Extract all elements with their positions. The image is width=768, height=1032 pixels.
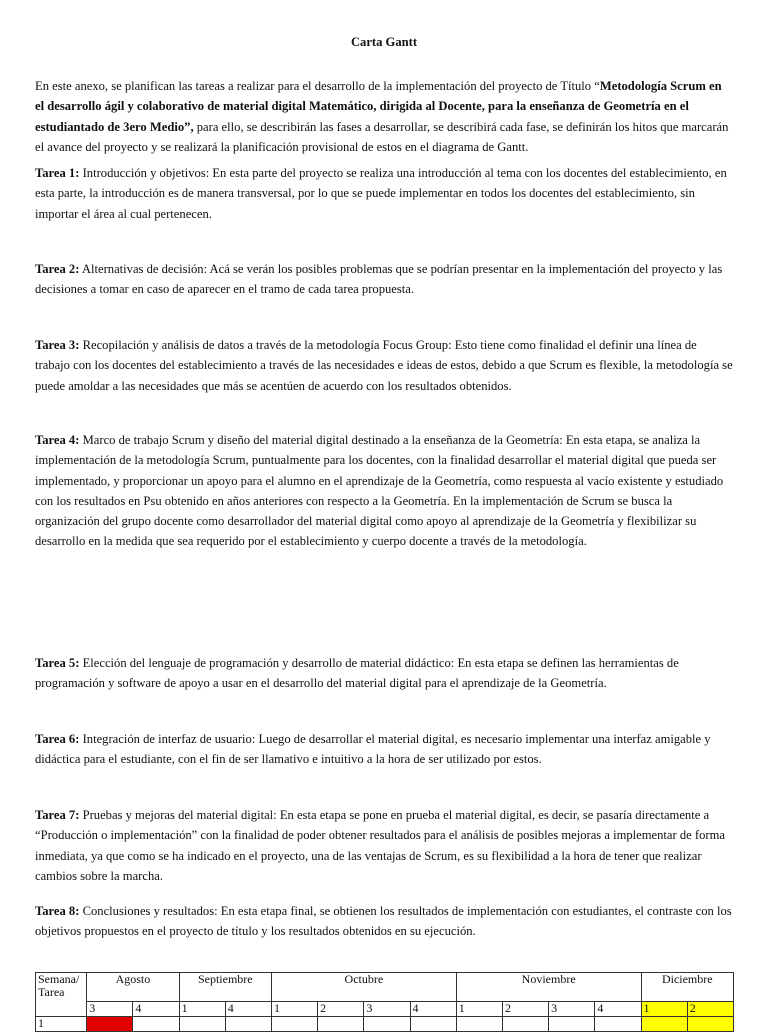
month-header: Septiembre (179, 973, 271, 1002)
task-label: Tarea 5: (35, 656, 80, 670)
gantt-week-row (36, 1002, 734, 1017)
task-label: Tarea 3: (35, 338, 80, 352)
week-cell: 4 (410, 1002, 456, 1017)
gantt-cell (502, 1017, 548, 1032)
task-label: Tarea 4: (35, 433, 80, 447)
gantt-cell (410, 1017, 456, 1032)
week-cell: 3 (87, 1002, 133, 1017)
intro-paragraph (35, 76, 733, 157)
gantt-table (35, 972, 734, 1032)
month-header: Noviembre (456, 973, 641, 1002)
task-label: Tarea 6: (35, 732, 80, 746)
gantt-cell (364, 1017, 410, 1032)
page-title: Carta Gantt (350, 35, 418, 49)
month-header: Octubre (271, 973, 456, 1002)
intro-text-before: En este anexo, se planifican las tareas a realizar para el desarrollo de la implementación del proyecto de Título “ (35, 79, 600, 93)
task-description: Alternativas de decisión: Acá se verán los posibles problemas que se podrían presentar en la implementación del proyecto y las decisiones a tomar en caso de aparecer en el tramo de cada tarea propuesta. (35, 262, 723, 297)
intro-text-after: para ello, se describirán las fases a desarrollar, se describirá cada fase, se definirán los hitos que marcarán el avance del proyecto y se realizará la planificación provisional de estos en el diagrama de Gantt. (35, 119, 729, 154)
week-cell: 3 (364, 1002, 410, 1017)
gantt-cell (687, 1017, 733, 1032)
week-cell: 4 (133, 1002, 179, 1017)
gantt-cell (318, 1017, 364, 1032)
week-cell: 1 (456, 1002, 502, 1017)
gantt-cell (133, 1017, 179, 1032)
gantt-cell (549, 1017, 595, 1032)
task-6-paragraph (35, 729, 733, 770)
task-label: Tarea 7: (35, 808, 80, 822)
task-4-paragraph (35, 430, 733, 552)
week-cell: 2 (318, 1002, 364, 1017)
week-cell: 1 (271, 1002, 317, 1017)
task-description: Integración de interfaz de usuario: Luego de desarrollar el material digital, es necesario implementar una interfaz amigable y didáctica para el estudiante, con el fin de ser llamativo e intuitivo a la hora de ser utilizado por estos. (35, 732, 711, 767)
task-2-paragraph (35, 259, 733, 300)
task-description: Marco de trabajo Scrum y diseño del material digital destinado a la enseñanza de la Geometría: En esta etapa, se analiza la implementación de la metodología Scrum, puntualmente para los docentes, con la finalidad desarrollar el material digital que pueda ser implementado, y proporcionar un apoyo para el alumno en el aprendizaje de la Geometría, como respuesta al vacío existente y estudiado con los resultados en Psu obtenido en años anteriores con respecto a la Geometría. En la implementación de Scrum se busca la organización del grupo docente como desarrollador del material digital como apoyo al aprendizaje de la Geometría y flexibilizar su desarrollo en la medida que sea requerido por el establecimiento y cuerpo docente a través de la metodología. (35, 433, 724, 549)
month-header: Diciembre (641, 973, 733, 1002)
task-description: Pruebas y mejoras del material digital: En esta etapa se pone en prueba el material digital, es decir, se pasaría directamente a “Producción o implementación” con la finalidad de poder obtener resultados para el análisis de posibles mejoras a implementar de forma inmediata, ya que como se ha indicado en el proyecto, una de las ventajas de Scrum, es su flexibilidad a la hora de tener que realizar cambios sobre la marcha. (35, 808, 725, 883)
gantt-cell (271, 1017, 317, 1032)
gantt-cell (595, 1017, 641, 1032)
week-cell: 4 (595, 1002, 641, 1017)
task-description: Elección del lenguaje de programación y desarrollo de material didáctico: En esta etapa se definen las herramientas de programación y software de apoyo a usar en el desarrollo del material digital para el aprendizaje de la Geometría. (35, 656, 679, 691)
week-cell: 4 (225, 1002, 271, 1017)
task-7-paragraph (35, 805, 733, 886)
task-1-paragraph (35, 163, 733, 224)
task-label: Tarea 8: (35, 904, 80, 918)
week-cell: 2 (687, 1002, 733, 1017)
task-row-label: 1 (36, 1017, 87, 1032)
week-cell: 1 (179, 1002, 225, 1017)
week-cell: 3 (549, 1002, 595, 1017)
gantt-cell (456, 1017, 502, 1032)
gantt-corner-header: Semana/ Tarea (36, 973, 87, 1017)
task-description: Introducción y objetivos: En esta parte del proyecto se realiza una introducción al tema con los docentes del establecimiento, en esta parte, la introducción es de manera transversal, por lo que se puede implementar en todos los docentes del establecimiento, sin importar el área al cual pertenecen. (35, 166, 727, 221)
task-5-paragraph (35, 653, 733, 694)
month-header: Agosto (87, 973, 179, 1002)
gantt-cell (641, 1017, 687, 1032)
project-title: Metodología Scrum en el desarrollo ágil y colaborativo de material digital Matemático, dirigida al Docente, para la enseñanza de Geometría en el estudiantado de 3ero Medio”, (35, 79, 722, 134)
gantt-task-row (36, 1017, 734, 1032)
week-cell: 1 (641, 1002, 687, 1017)
task-label: Tarea 1: (35, 166, 80, 180)
task-8-paragraph (35, 901, 733, 942)
week-cell: 2 (502, 1002, 548, 1017)
gantt-month-row (36, 973, 734, 1002)
task-description: Recopilación y análisis de datos a través de la metodología Focus Group: Esto tiene como finalidad el definir una línea de trabajo con los docentes del establecimiento a través de las necesidades e ideas de estos, debido a que Scrum es flexible, la metodología se puede amoldar a las necesidades que más se acentúen de acuerdo con los resultados obtenidos. (35, 338, 733, 393)
gantt-bar-cell (87, 1017, 133, 1032)
task-3-paragraph (35, 335, 733, 396)
gantt-cell (179, 1017, 225, 1032)
task-description: Conclusiones y resultados: En esta etapa final, se obtienen los resultados de implementación con estudiantes, el contraste con los objetivos propuestos en el proyecto de título y los resultados obtenidos en su ejecución. (35, 904, 732, 939)
task-label: Tarea 2: (35, 262, 80, 276)
gantt-cell (225, 1017, 271, 1032)
